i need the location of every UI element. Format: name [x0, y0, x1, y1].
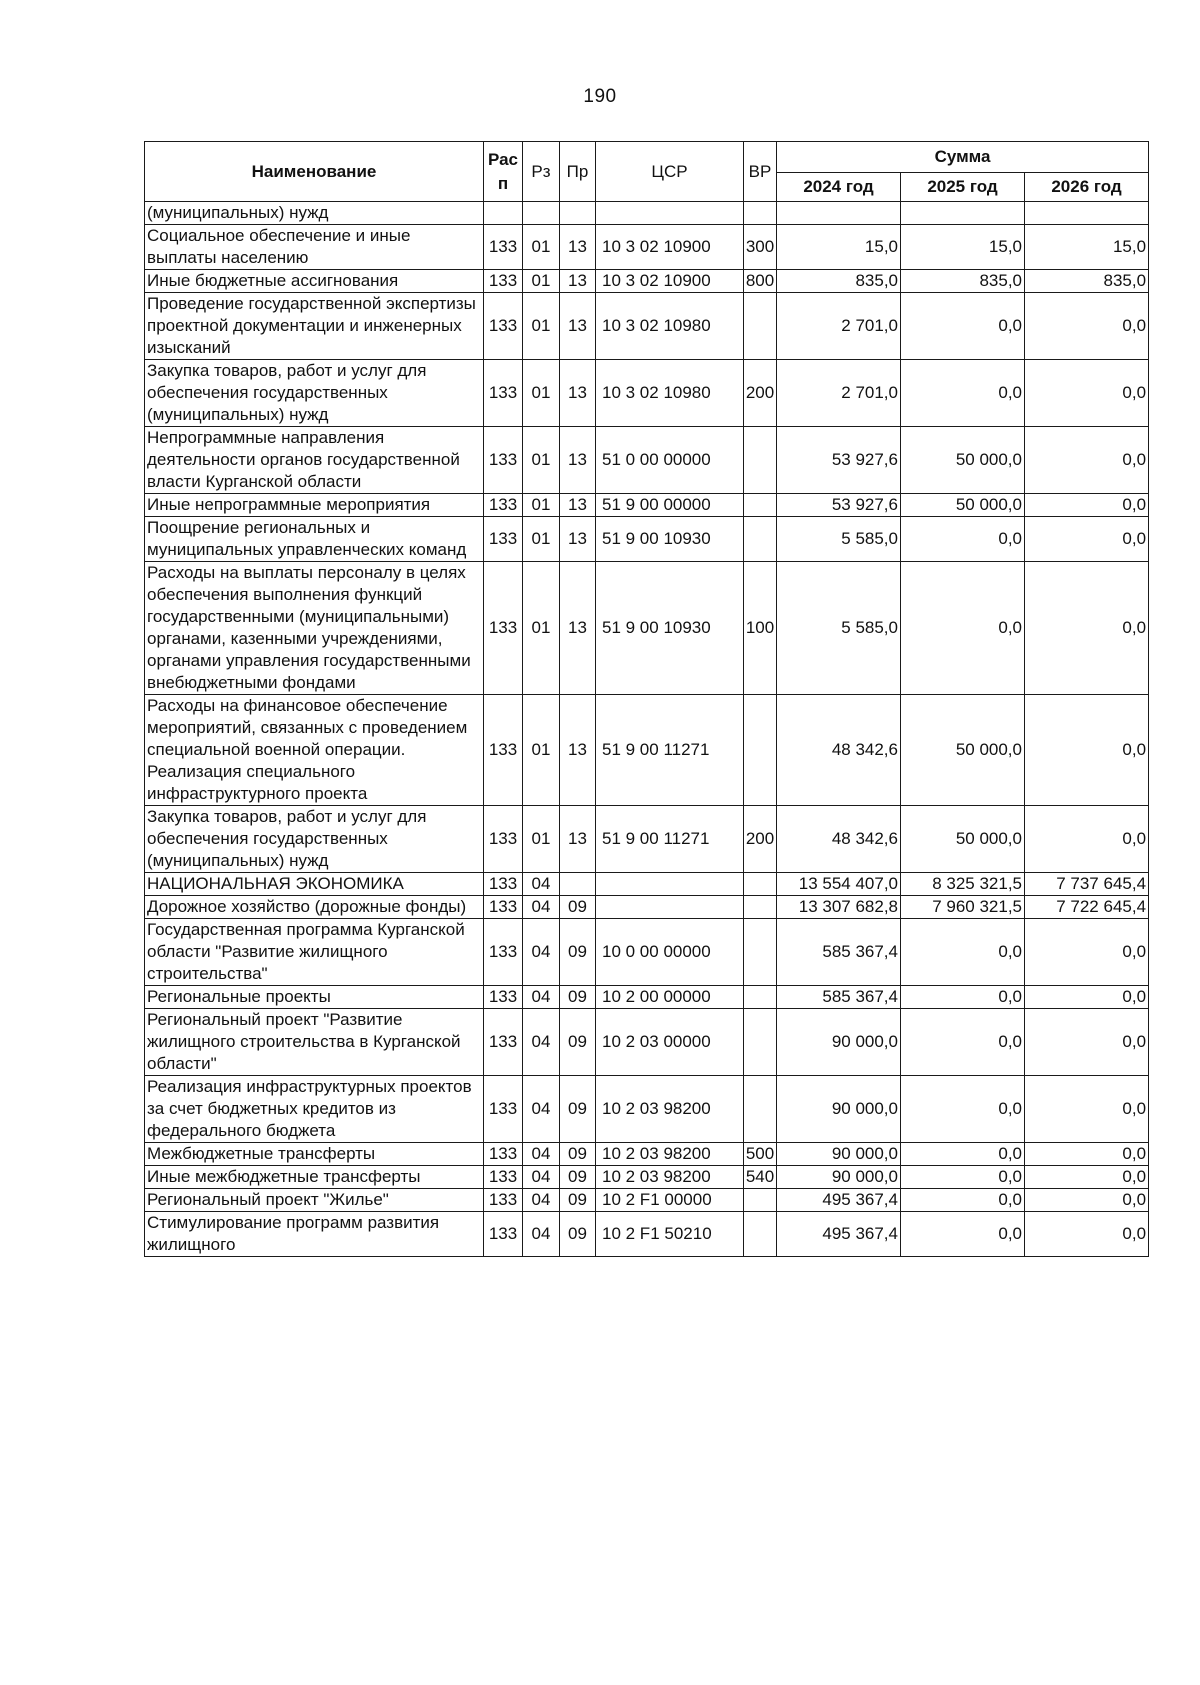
col-header-2025: 2025 год [901, 173, 1025, 202]
cell-2026: 0,0 [1025, 1166, 1149, 1189]
cell-rasp: 133 [484, 225, 523, 270]
cell-rz: 01 [523, 293, 560, 360]
table-row [145, 517, 1149, 562]
cell-vr [744, 1212, 777, 1257]
cell-vr [744, 873, 777, 896]
cell-2024: 2 701,0 [777, 360, 901, 427]
cell-2024: 585 367,4 [777, 986, 901, 1009]
cell-name: Иные межбюджетные трансферты [145, 1166, 484, 1189]
cell-2026: 7 722 645,4 [1025, 896, 1149, 919]
cell-csr: 51 0 00 00000 [596, 427, 744, 494]
cell-rz: 04 [523, 1143, 560, 1166]
cell-2024: 585 367,4 [777, 919, 901, 986]
cell-2024: 90 000,0 [777, 1009, 901, 1076]
cell-2025: 0,0 [901, 562, 1025, 695]
cell-2026: 0,0 [1025, 1189, 1149, 1212]
cell-2025: 7 960 321,5 [901, 896, 1025, 919]
table-row [145, 494, 1149, 517]
cell-name: Региональные проекты [145, 986, 484, 1009]
table-header-row [145, 142, 1149, 173]
page-number: 190 [583, 86, 617, 107]
cell-name: Поощрение региональных и муниципальных управленческих команд [145, 517, 484, 562]
cell-pr: 09 [560, 1166, 596, 1189]
cell-csr [596, 896, 744, 919]
table-row [145, 293, 1149, 360]
cell-rz: 01 [523, 695, 560, 806]
cell-rz: 01 [523, 270, 560, 293]
cell-vr [744, 1189, 777, 1212]
cell-2026: 0,0 [1025, 427, 1149, 494]
cell-2024: 48 342,6 [777, 695, 901, 806]
cell-pr: 09 [560, 1189, 596, 1212]
cell-name: Иные непрограммные мероприятия [145, 494, 484, 517]
cell-2025: 835,0 [901, 270, 1025, 293]
cell-vr: 300 [744, 225, 777, 270]
cell-rz: 01 [523, 225, 560, 270]
cell-csr: 10 2 03 00000 [596, 1009, 744, 1076]
cell-name: Проведение государственной экспертизы проектной документации и инженерных изысканий [145, 293, 484, 360]
cell-csr: 51 9 00 10930 [596, 517, 744, 562]
col-header-csr: ЦСР [596, 142, 744, 202]
cell-2025: 15,0 [901, 225, 1025, 270]
cell-2025: 0,0 [901, 517, 1025, 562]
table-row [145, 1076, 1149, 1143]
cell-2025: 50 000,0 [901, 494, 1025, 517]
cell-rasp [484, 202, 523, 225]
cell-2025: 50 000,0 [901, 427, 1025, 494]
cell-2024: 53 927,6 [777, 494, 901, 517]
cell-rasp: 133 [484, 517, 523, 562]
cell-2024: 15,0 [777, 225, 901, 270]
cell-rasp: 133 [484, 695, 523, 806]
cell-csr: 10 3 02 10980 [596, 293, 744, 360]
cell-rasp: 133 [484, 427, 523, 494]
cell-2024: 53 927,6 [777, 427, 901, 494]
col-header-2026: 2026 год [1025, 173, 1149, 202]
cell-csr: 10 2 03 98200 [596, 1143, 744, 1166]
cell-2026 [1025, 202, 1149, 225]
cell-rasp: 133 [484, 1212, 523, 1257]
cell-2025: 50 000,0 [901, 806, 1025, 873]
cell-2026: 0,0 [1025, 1212, 1149, 1257]
cell-rz: 04 [523, 1009, 560, 1076]
cell-vr: 100 [744, 562, 777, 695]
cell-rz: 01 [523, 427, 560, 494]
cell-2025: 0,0 [901, 1076, 1025, 1143]
cell-rz: 01 [523, 806, 560, 873]
cell-vr [744, 517, 777, 562]
cell-rz: 04 [523, 1212, 560, 1257]
cell-2024: 90 000,0 [777, 1143, 901, 1166]
cell-rasp: 133 [484, 1166, 523, 1189]
cell-rasp: 133 [484, 562, 523, 695]
cell-rz: 04 [523, 986, 560, 1009]
cell-csr: 51 9 00 11271 [596, 695, 744, 806]
cell-name: НАЦИОНАЛЬНАЯ ЭКОНОМИКА [145, 873, 484, 896]
cell-pr: 09 [560, 1143, 596, 1166]
budget-table [144, 141, 1149, 1257]
cell-2024: 495 367,4 [777, 1212, 901, 1257]
cell-pr: 13 [560, 494, 596, 517]
cell-2026: 0,0 [1025, 517, 1149, 562]
cell-vr [744, 896, 777, 919]
cell-vr: 800 [744, 270, 777, 293]
cell-name: Стимулирование программ развития жилищного [145, 1212, 484, 1257]
cell-csr: 10 3 02 10900 [596, 225, 744, 270]
col-header-pr: Пр [560, 142, 596, 202]
cell-rz: 04 [523, 1189, 560, 1212]
cell-rz: 01 [523, 562, 560, 695]
cell-pr: 09 [560, 986, 596, 1009]
cell-name: Дорожное хозяйство (дорожные фонды) [145, 896, 484, 919]
cell-vr [744, 293, 777, 360]
cell-rz: 04 [523, 1166, 560, 1189]
cell-2024: 48 342,6 [777, 806, 901, 873]
cell-pr [560, 202, 596, 225]
cell-rz: 01 [523, 360, 560, 427]
cell-rasp: 133 [484, 1189, 523, 1212]
cell-pr: 13 [560, 695, 596, 806]
cell-pr: 09 [560, 1076, 596, 1143]
cell-pr [560, 873, 596, 896]
cell-2026: 15,0 [1025, 225, 1149, 270]
cell-2026: 0,0 [1025, 562, 1149, 695]
cell-2026: 0,0 [1025, 1076, 1149, 1143]
cell-csr [596, 873, 744, 896]
cell-pr: 09 [560, 1009, 596, 1076]
cell-2025: 0,0 [901, 1009, 1025, 1076]
col-header-rz: Рз [523, 142, 560, 202]
table-row [145, 562, 1149, 695]
cell-2024 [777, 202, 901, 225]
cell-name: Региональный проект "Жилье" [145, 1189, 484, 1212]
cell-2024: 13 307 682,8 [777, 896, 901, 919]
table-row [145, 202, 1149, 225]
table-row [145, 986, 1149, 1009]
cell-2026: 0,0 [1025, 293, 1149, 360]
cell-name: Реализация инфраструктурных проектов за счет бюджетных кредитов из федерального бюджета [145, 1076, 484, 1143]
cell-2025: 0,0 [901, 919, 1025, 986]
cell-2025: 50 000,0 [901, 695, 1025, 806]
table-row [145, 1009, 1149, 1076]
table-row [145, 873, 1149, 896]
cell-csr: 10 3 02 10980 [596, 360, 744, 427]
cell-vr [744, 427, 777, 494]
cell-rz: 04 [523, 919, 560, 986]
cell-name: (муниципальных) нужд [145, 202, 484, 225]
cell-2024: 90 000,0 [777, 1166, 901, 1189]
table-row [145, 806, 1149, 873]
cell-2024: 835,0 [777, 270, 901, 293]
cell-name: Непрограммные направления деятельности органов государственной власти Курганской области [145, 427, 484, 494]
cell-2025 [901, 202, 1025, 225]
cell-rasp: 133 [484, 1143, 523, 1166]
table-row [145, 1212, 1149, 1257]
cell-2026: 0,0 [1025, 695, 1149, 806]
cell-name: Государственная программа Курганской области "Развитие жилищного строительства" [145, 919, 484, 986]
cell-rz: 04 [523, 896, 560, 919]
cell-pr: 09 [560, 919, 596, 986]
cell-2026: 7 737 645,4 [1025, 873, 1149, 896]
cell-pr: 13 [560, 427, 596, 494]
cell-2024: 90 000,0 [777, 1076, 901, 1143]
cell-2025: 0,0 [901, 1143, 1025, 1166]
table-row [145, 1143, 1149, 1166]
col-header-2024: 2024 год [777, 173, 901, 202]
cell-csr: 10 2 F1 50210 [596, 1212, 744, 1257]
cell-rasp: 133 [484, 360, 523, 427]
cell-csr: 10 2 03 98200 [596, 1166, 744, 1189]
table-row [145, 225, 1149, 270]
cell-rz: 04 [523, 873, 560, 896]
cell-rasp: 133 [484, 270, 523, 293]
cell-vr [744, 986, 777, 1009]
cell-2026: 835,0 [1025, 270, 1149, 293]
cell-rasp: 133 [484, 806, 523, 873]
cell-name: Иные бюджетные ассигнования [145, 270, 484, 293]
cell-2026: 0,0 [1025, 1009, 1149, 1076]
cell-rz: 04 [523, 1076, 560, 1143]
cell-2026: 0,0 [1025, 806, 1149, 873]
cell-rz: 01 [523, 494, 560, 517]
cell-2025: 8 325 321,5 [901, 873, 1025, 896]
cell-rasp: 133 [484, 1009, 523, 1076]
col-header-sum: Сумма [777, 142, 1149, 173]
cell-pr: 13 [560, 293, 596, 360]
cell-rasp: 133 [484, 873, 523, 896]
cell-name: Расходы на выплаты персоналу в целях обеспечения выполнения функций государственными (муниципальными) органами, казенными учреждениями, органами управления государственными внебюджетными фондами [145, 562, 484, 695]
cell-vr: 200 [744, 360, 777, 427]
cell-2025: 0,0 [901, 986, 1025, 1009]
cell-csr: 10 2 00 00000 [596, 986, 744, 1009]
cell-pr: 13 [560, 360, 596, 427]
cell-2026: 0,0 [1025, 919, 1149, 986]
col-header-vr: ВР [744, 142, 777, 202]
cell-name: Региональный проект "Развитие жилищного строительства в Курганской области" [145, 1009, 484, 1076]
table-row [145, 427, 1149, 494]
cell-2026: 0,0 [1025, 986, 1149, 1009]
table-body [145, 202, 1149, 1257]
cell-pr: 13 [560, 225, 596, 270]
cell-csr: 10 2 F1 00000 [596, 1189, 744, 1212]
cell-2024: 5 585,0 [777, 517, 901, 562]
cell-vr [744, 494, 777, 517]
col-header-rasp: Рас п [484, 142, 523, 202]
cell-rasp: 133 [484, 896, 523, 919]
cell-2025: 0,0 [901, 1166, 1025, 1189]
cell-pr: 13 [560, 806, 596, 873]
budget-table-wrapper [144, 141, 1148, 1257]
table-row [145, 1189, 1149, 1212]
cell-2026: 0,0 [1025, 1143, 1149, 1166]
cell-rz: 01 [523, 517, 560, 562]
cell-rasp: 133 [484, 986, 523, 1009]
cell-2024: 495 367,4 [777, 1189, 901, 1212]
cell-vr: 540 [744, 1166, 777, 1189]
col-header-name: Наименование [145, 142, 484, 202]
cell-2026: 0,0 [1025, 360, 1149, 427]
cell-2025: 0,0 [901, 293, 1025, 360]
cell-csr: 51 9 00 10930 [596, 562, 744, 695]
cell-vr: 500 [744, 1143, 777, 1166]
cell-2025: 0,0 [901, 360, 1025, 427]
cell-pr: 09 [560, 896, 596, 919]
table-row [145, 896, 1149, 919]
cell-2025: 0,0 [901, 1189, 1025, 1212]
cell-csr: 10 2 03 98200 [596, 1076, 744, 1143]
table-row [145, 919, 1149, 986]
cell-pr: 13 [560, 270, 596, 293]
cell-vr [744, 1076, 777, 1143]
cell-vr [744, 695, 777, 806]
cell-rasp: 133 [484, 494, 523, 517]
cell-pr: 13 [560, 517, 596, 562]
cell-vr: 200 [744, 806, 777, 873]
cell-name: Закупка товаров, работ и услуг для обеспечения государственных (муниципальных) нужд [145, 806, 484, 873]
cell-vr [744, 1009, 777, 1076]
cell-name: Расходы на финансовое обеспечение мероприятий, связанных с проведением специальной военной операции. Реализация специального инфраструктурного проекта [145, 695, 484, 806]
cell-2026: 0,0 [1025, 494, 1149, 517]
cell-name: Социальное обеспечение и иные выплаты населению [145, 225, 484, 270]
table-row [145, 695, 1149, 806]
cell-rasp: 133 [484, 919, 523, 986]
table-row [145, 1166, 1149, 1189]
cell-rz [523, 202, 560, 225]
cell-csr: 51 9 00 11271 [596, 806, 744, 873]
cell-csr: 10 3 02 10900 [596, 270, 744, 293]
cell-vr [744, 919, 777, 986]
cell-pr: 13 [560, 562, 596, 695]
cell-rasp: 133 [484, 1076, 523, 1143]
cell-csr: 10 0 00 00000 [596, 919, 744, 986]
table-row [145, 270, 1149, 293]
cell-vr [744, 202, 777, 225]
cell-name: Межбюджетные трансферты [145, 1143, 484, 1166]
cell-rasp: 133 [484, 293, 523, 360]
cell-2024: 5 585,0 [777, 562, 901, 695]
cell-csr: 51 9 00 00000 [596, 494, 744, 517]
cell-2025: 0,0 [901, 1212, 1025, 1257]
cell-2024: 13 554 407,0 [777, 873, 901, 896]
cell-name: Закупка товаров, работ и услуг для обеспечения государственных (муниципальных) нужд [145, 360, 484, 427]
cell-pr: 09 [560, 1212, 596, 1257]
cell-csr [596, 202, 744, 225]
cell-2024: 2 701,0 [777, 293, 901, 360]
table-row [145, 360, 1149, 427]
